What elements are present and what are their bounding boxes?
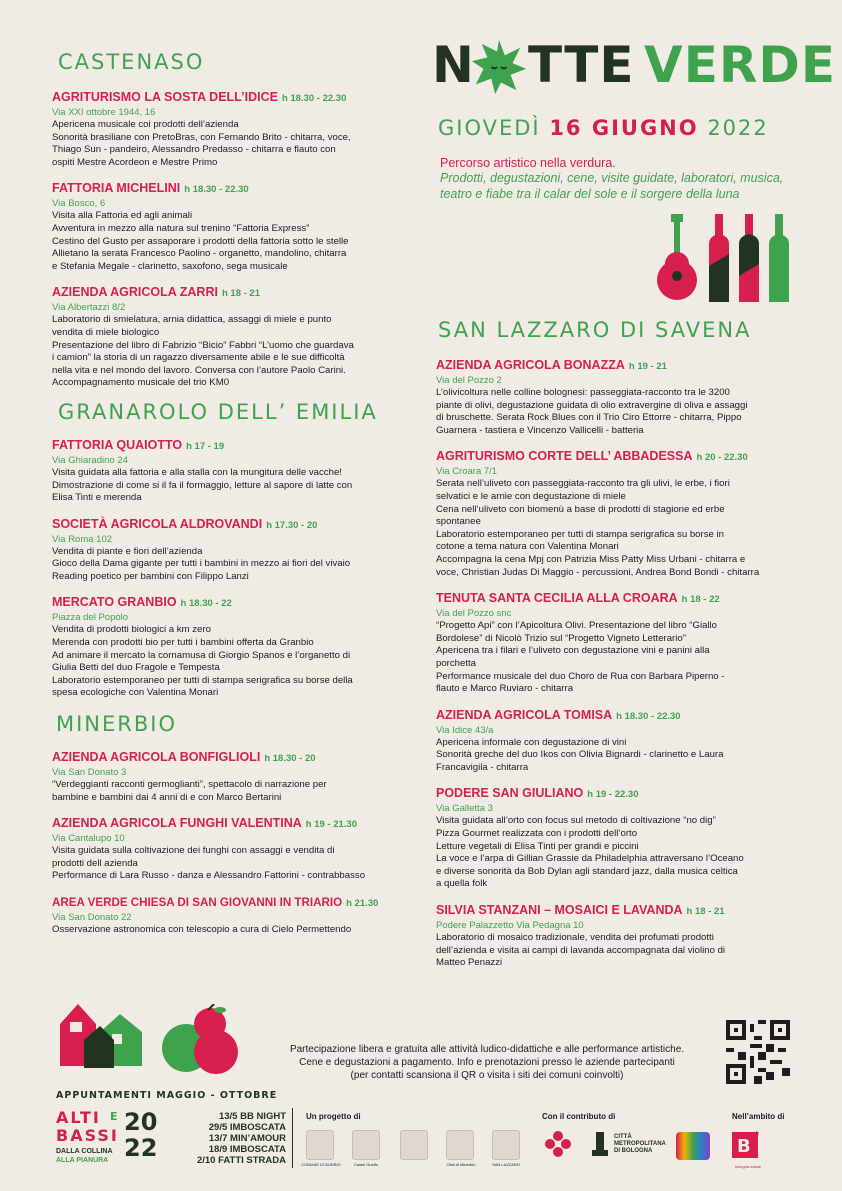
- venue-line: spesa ecologiche con Valentina Monari: [52, 687, 219, 699]
- section-title-san-lazzaro: SAN LAZZARO DI SAVENA: [438, 318, 752, 342]
- venue-time: h 18.30 - 22.30: [616, 710, 681, 722]
- venue-time: h 17 - 19: [186, 440, 225, 452]
- svg-text:B: B: [737, 1136, 751, 1157]
- venue-line: Visita guidata all’orto con focus sul metodo di coltivazione “no dig”: [436, 815, 716, 827]
- events-list: [176, 1111, 286, 1166]
- venue-time: h 17.30 - 20: [266, 519, 318, 531]
- bottle-icon-3: [769, 214, 789, 302]
- venue-line: i camion” la storia di un ragazzo diversamente abile e le sue difficoltà: [52, 352, 345, 364]
- appuntamenti-label: APPUNTAMENTI MAGGIO - OTTOBRE: [56, 1090, 278, 1101]
- qr-code-icon[interactable]: [726, 1020, 790, 1084]
- venue: [52, 283, 422, 390]
- venue-line: e diverse sonorità da Bob Dylan agli standard jazz, dalla musica celtica: [436, 865, 738, 877]
- venue-line: di bruschette. Serata Rock Blues con il Trio Ciro Ettorre - chitarra, Pippo: [436, 412, 742, 424]
- logo-caption: CITTÀ METROPOLITANA DI BOLOGNA: [614, 1134, 666, 1154]
- brand-bassi: BASSI: [56, 1126, 119, 1145]
- venue-line: voce, Christian Judas Di Maggio - percussioni, Andrea Bond Bondi - chitarra: [436, 566, 760, 578]
- venue-line: “Verdeggianti racconti germoglianti”, spettacolo di narrazione per: [52, 779, 327, 791]
- houses-illustration: [56, 996, 146, 1070]
- venue-line: Laboratorio estemporaneo per tutti di stampa serigrafica su borse in: [436, 528, 724, 540]
- venue-line: Francavigila - chitarra: [436, 761, 529, 773]
- venue-name: AZIENDA AGRICOLA BONFIGLIOLI: [52, 750, 261, 765]
- venue-line: Serata nell’uliveto con passeggiata-racconto tra gli ulivi, le erbe, i fiori: [436, 478, 730, 490]
- venue-name: AZIENDA AGRICOLA BONAZZA: [436, 358, 625, 372]
- castel-guelfo-crest-logo: [352, 1130, 380, 1160]
- title-letter-n: N: [432, 36, 475, 94]
- venue-line: Osservazione astronomica con telescopio a cura di Cielo Permettendo: [52, 924, 352, 935]
- venue-line: Laboratorio di smielatura, arnia didattica, assaggi di miele e punto: [52, 314, 332, 326]
- event-item: 13/5 BB NIGHT: [218, 1111, 286, 1122]
- venue: [52, 593, 422, 700]
- venue-name: MERCATO GRANBIO: [52, 595, 177, 610]
- venue-line: dell’azienda e visita ai campi di lavanda accompagnata dal violino di: [436, 944, 726, 956]
- venue-line: Sonorità greche del duo Ikos con Olivia Bignardi - clarinetto e Laura: [436, 749, 724, 761]
- venue-line: bambine e bambini dai 4 anni di e con Marco Bertarini: [52, 791, 282, 803]
- venue-address: Via del Pozzo 2: [436, 375, 502, 386]
- venue-line: a quella folk: [436, 878, 488, 890]
- venue-line: Giulia Betti del duo Fragole e Tempesta: [52, 662, 220, 674]
- venue: [436, 589, 796, 696]
- venue: [52, 436, 422, 505]
- venue-line: Presentazione del libro di Fabrizio “Bicio” Fabbri “L’uomo che guardava: [52, 339, 354, 351]
- venue-line: Laboratorio di mosaico tradizionale, vendita dei profumati prodotti: [436, 932, 714, 944]
- venue-line: prodotti dell azienda: [52, 857, 138, 869]
- apples-illustration: [158, 1004, 244, 1076]
- venue-name: PODERE SAN GIULIANO: [436, 786, 584, 801]
- date-year: 2022: [707, 116, 769, 140]
- venue-line: Allietano la serata Francesco Paolino - organetto, mandolino, chitarra: [52, 248, 347, 260]
- event-item: 13/7 MIN’AMOUR: [208, 1133, 286, 1144]
- alti-e-bassi-logo: [56, 1108, 186, 1168]
- brand-e: E: [110, 1110, 118, 1123]
- venue-list-granarolo: [52, 436, 422, 700]
- venue-list-minerbio: [52, 748, 422, 937]
- venue-name: AGRITURISMO LA SOSTA DELL’IDICE: [52, 90, 278, 104]
- venue: [52, 748, 422, 804]
- venue-address: Via Croara 7/1: [436, 466, 498, 478]
- venue-time: h 19 - 21: [628, 361, 667, 372]
- san-lazzaro-crest-logo: [492, 1130, 520, 1160]
- venue-address: Via XXI ottobre 1944, 16: [52, 107, 156, 118]
- venue-line: Gioco della Dama gigante per tutti i bambini in mezzo ai fiori del vivaio: [52, 558, 351, 570]
- venue-name: AZIENDA AGRICOLA TOMISA: [436, 707, 613, 722]
- venue: [436, 706, 796, 775]
- venue-line: nella vita e nel mondo del lavoro. Conversa con l’autore Paolo Carini.: [52, 364, 346, 376]
- venue-line: Matteo Penazzi: [436, 957, 503, 969]
- venue-line: flauto e Marco Ruviaro - chitarra: [436, 683, 574, 695]
- venue-time: h 18.30 - 22.30: [281, 93, 347, 104]
- venue-line: Accompagna la cena Mpj con Patrizia Miss Patty Miss Urbani - chitarra e: [436, 553, 746, 565]
- venue-address: Via San Donato 3: [52, 767, 127, 779]
- svg-text:*: *: [754, 1130, 760, 1141]
- venue-time: h 21.30: [346, 898, 379, 909]
- venue-name: AGRITURISMO CORTE DELL’ ABBADESSA: [436, 449, 693, 464]
- venue-line: spontanee: [436, 516, 481, 528]
- venue-line: Visita alla Fattoria ed agli animali: [52, 210, 193, 222]
- venue-line: Vendita di piante e fiori dell’azienda: [52, 545, 203, 557]
- date-highlight: 16 GIUGNO: [549, 116, 699, 140]
- brand-subtitle-1: DALLA COLLINA: [56, 1148, 113, 1155]
- venue-line: Pizza Gourmet realizzata con i prodotti dell’orto: [436, 828, 638, 840]
- venue-line: e Stefania Megale - clarinetto, saxofono, sega musicale: [52, 260, 288, 272]
- venue: [436, 447, 796, 579]
- venue-name: AZIENDA AGRICOLA ZARRI: [52, 285, 218, 300]
- venue-line: Accompagnamento musicale del trio KM0: [52, 377, 230, 389]
- guitar-icon: [657, 214, 697, 300]
- right-column: [436, 318, 796, 980]
- venue-time: h 20 - 22.30: [696, 452, 748, 464]
- guitar-and-bottles-illustration: [655, 214, 805, 306]
- venue-time: h 19 - 21.30: [305, 819, 357, 831]
- note-line: Partecipazione libera e gratuita alle attività ludico-didattiche e alle performance artistiche.: [289, 1044, 685, 1055]
- section-title-minerbio: MINERBIO: [56, 712, 178, 737]
- budrio-crest-logo: [306, 1130, 334, 1160]
- venue-line: Bordolese” di Nicolò Trizio sul “Progetto Vigneto Letterario”: [436, 632, 686, 644]
- venue-address: Via Galletta 3: [436, 803, 493, 815]
- event-item: 18/9 IMBOSCATA: [208, 1144, 286, 1155]
- venue-line: vendita di miele biologico: [52, 326, 160, 338]
- venue-name: SILVIA STANZANI – MOSAICI E LAVANDA: [436, 903, 683, 918]
- venue-address: Via Cantalupo 10: [52, 833, 125, 845]
- venue-line: ospiti Mestre Acordeon e Mestre Primo: [52, 156, 218, 168]
- venue-line: Apericena musicale coi prodotti dell’azienda: [52, 119, 239, 130]
- event-title: [432, 36, 837, 96]
- venue-line: Ad animare il mercato la cornamusa di Giorgio Spanos e l’organetto di: [52, 649, 351, 661]
- venue-address: Via Ghiaradino 24: [52, 454, 128, 466]
- venue-line: Apericena tra i filari e l’uliveto con degustazione vini e panini alla: [436, 645, 710, 657]
- section-title-granarolo: GRANAROLO DELL’ EMILIA: [58, 399, 378, 424]
- event-item: 29/5 IMBOSCATA: [208, 1122, 286, 1133]
- venue-name: AREA VERDE CHIESA DI SAN GIOVANNI IN TRIARIO: [52, 896, 343, 909]
- bottle-icon-1: [709, 214, 729, 302]
- event-item: 2/10 FATTI STRADA: [196, 1155, 286, 1166]
- destinazione-logo: [676, 1132, 710, 1160]
- venue-name: SOCIETÀ AGRICOLA ALDROVANDI: [52, 516, 263, 531]
- venue: [52, 179, 422, 273]
- crest-logo: [400, 1130, 428, 1160]
- brand-alti: ALTI: [56, 1108, 101, 1127]
- venue-line: Cena nell’uliveto con biomenù a base di prodotti di stagione ed erbe: [436, 503, 725, 515]
- venue-line: Vendita di prodotti biologici a km zero: [52, 624, 211, 636]
- venue: [52, 814, 422, 883]
- venue-address: Piazza del Popolo: [52, 612, 129, 624]
- venue-line: Performance musicale del duo Choro de Rua con Barbara Piperno -: [436, 670, 725, 682]
- intro-lead: Percorso artistico nella verdura.: [440, 156, 616, 170]
- venue-time: h 18.30 - 22: [180, 598, 232, 610]
- venue-time: h 18.30 - 22.30: [184, 184, 249, 196]
- brand-22: 22: [124, 1134, 158, 1162]
- venue-line: Dimostrazione di come si il fa il formaggio, letture al sapore di latte con: [52, 479, 353, 491]
- venue-list-castenaso: [52, 88, 422, 390]
- venue-name: FATTORIA QUAIOTTO: [52, 437, 183, 452]
- venue-line: Merenda con prodotti bio per tutti i bambini offerta da Granbio: [52, 637, 314, 649]
- left-column: [52, 50, 422, 947]
- event-date: [438, 116, 769, 140]
- brand-subtitle-2: ALLA PIANURA: [56, 1157, 109, 1164]
- venue-time: h 19 - 22.30: [587, 789, 639, 801]
- tower-icon: [590, 1130, 610, 1158]
- participation-note: [254, 1043, 720, 1082]
- logo-caption: Castel Guelfo: [353, 1162, 379, 1167]
- venue-time: h 18.30 - 20: [264, 753, 316, 765]
- minerbio-crest-logo: [446, 1130, 474, 1160]
- venue-list-san-lazzaro: [436, 356, 796, 970]
- project-label: Un progetto di: [306, 1112, 361, 1121]
- intro: [440, 156, 800, 202]
- venue-line: cotone a tema natura con Valentina Monari: [436, 541, 619, 553]
- venue-address: Via Roma 102: [52, 533, 113, 545]
- venue-line: Reading poetico per bambini con Filippo Lanzi: [52, 570, 249, 582]
- venue-line: La voce e l’arpa di Gillian Grassie da Philadelphia attraversano l’Oceano: [436, 853, 744, 865]
- venue-address: Via Bosco, 6: [52, 198, 106, 210]
- venue-name: AZIENDA AGRICOLA FUNGHI VALENTINA: [52, 816, 302, 831]
- venue-address: Via Idice 43/a: [436, 724, 494, 736]
- bottle-icon-2: [739, 214, 759, 302]
- venue-line: Visita guidata sulla coltivazione dei funghi con assaggi e vendita di: [52, 845, 335, 857]
- venue-line: Performance di Lara Russo - danza e Alessandro Fattorini - contrabbasso: [52, 870, 366, 882]
- date-day: GIOVEDÌ: [438, 116, 541, 140]
- venue: [52, 893, 422, 937]
- venue-address: Via Albertazzi 8/2: [52, 302, 126, 314]
- star-icon: [470, 38, 528, 96]
- venue-name: FATTORIA MICHELINI: [52, 181, 181, 196]
- venue-time: h 18 - 21: [686, 906, 725, 918]
- bologna-estate-logo: [732, 1128, 762, 1162]
- venue-line: Avventura in mezzo alla natura sul trenino “Fattoria Express”: [52, 222, 310, 234]
- venue-address: Podere Palazzetto Via Pedagna 10: [436, 920, 584, 932]
- venue-line: porchetta: [436, 657, 477, 669]
- regione-flower-logo: [544, 1130, 572, 1158]
- venue-line: Visita guidata alla fattoria e alla stalla con la mungitura delle vacche!: [52, 466, 342, 478]
- logo-caption: Città di Minerbio: [446, 1162, 476, 1167]
- logo-caption: SAN LAZZARO: [492, 1162, 520, 1167]
- venue: [436, 784, 796, 891]
- venue-line: selvatici e le arnie con degustazione di miele: [436, 490, 626, 502]
- venue-time: h 18 - 21: [221, 288, 260, 300]
- ambito-label: Nell’ambito di: [732, 1112, 785, 1121]
- title-word-verde: VERDE: [644, 36, 837, 94]
- venue-line: Letture vegetali di Elisa Tinti per grandi e piccini: [436, 840, 639, 852]
- venue-line: Sonorità brasiliane con PretoBras, con Fernando Brito - chitarra, voce,: [52, 131, 351, 143]
- logo-caption: bologna estate: [734, 1164, 762, 1169]
- venue-line: Apericena informale con degustazione di vini: [436, 736, 627, 748]
- venue: [436, 901, 796, 970]
- venue-line: Laboratorio estemporaneo per tutti di stampa serigrafica su borse della: [52, 674, 353, 686]
- title-word-tte: TTE: [528, 36, 635, 94]
- brand-20: 20: [124, 1108, 158, 1136]
- venue-line: Elisa Tinti e merenda: [52, 492, 142, 504]
- venue-line: Guarnera - tastiera e Vincenzo Vallicelli - batteria: [436, 424, 644, 436]
- footer-divider: [292, 1108, 293, 1168]
- venue: [52, 88, 422, 169]
- venue-line: Cestino del Gusto per assaporare i prodotti della fattoria sotto le stelle: [52, 235, 349, 247]
- note-line: (per contatti scansiona il QR o visita i siti dei comuni coinvolti): [350, 1070, 624, 1081]
- venue-line: “Progetto Api” con l’Apicoltura Olivi. Presentazione del libro “Giallo: [436, 620, 718, 632]
- venue: [436, 356, 796, 437]
- logo-caption: COMUNE DI BUDRIO: [301, 1162, 341, 1167]
- venue-time: h 18 - 22: [681, 594, 720, 606]
- venue-line: piante di olivi, degustazione guidata di olio extravergine di oliva e assaggi: [436, 399, 748, 411]
- venue-address: Via del Pozzo snc: [436, 608, 512, 620]
- note-line: Cene e degustazioni a pagamento. Info e prenotazioni presso le aziende partecipanti: [299, 1057, 675, 1068]
- contrib-label: Con il contributo di: [542, 1112, 616, 1121]
- venue-address: Via San Donato 22: [52, 912, 132, 923]
- venue: [52, 515, 422, 584]
- intro-description: Prodotti, degustazioni, cene, visite guidate, laboratori, musica, teatro e fiabe tra il calar del sole e il sorgere della luna: [440, 171, 784, 201]
- venue-line: L’olivicoltura nelle colline bolognesi: passeggiata-racconto tra le 3200: [436, 387, 730, 398]
- venue-name: TENUTA SANTA CECILIA ALLA CROARA: [436, 591, 678, 606]
- venue-line: Thiago Sun - pandeiro, Alessandro Predasso - chitarra e flauto con: [52, 144, 336, 156]
- section-title-castenaso: CASTENASO: [58, 50, 205, 74]
